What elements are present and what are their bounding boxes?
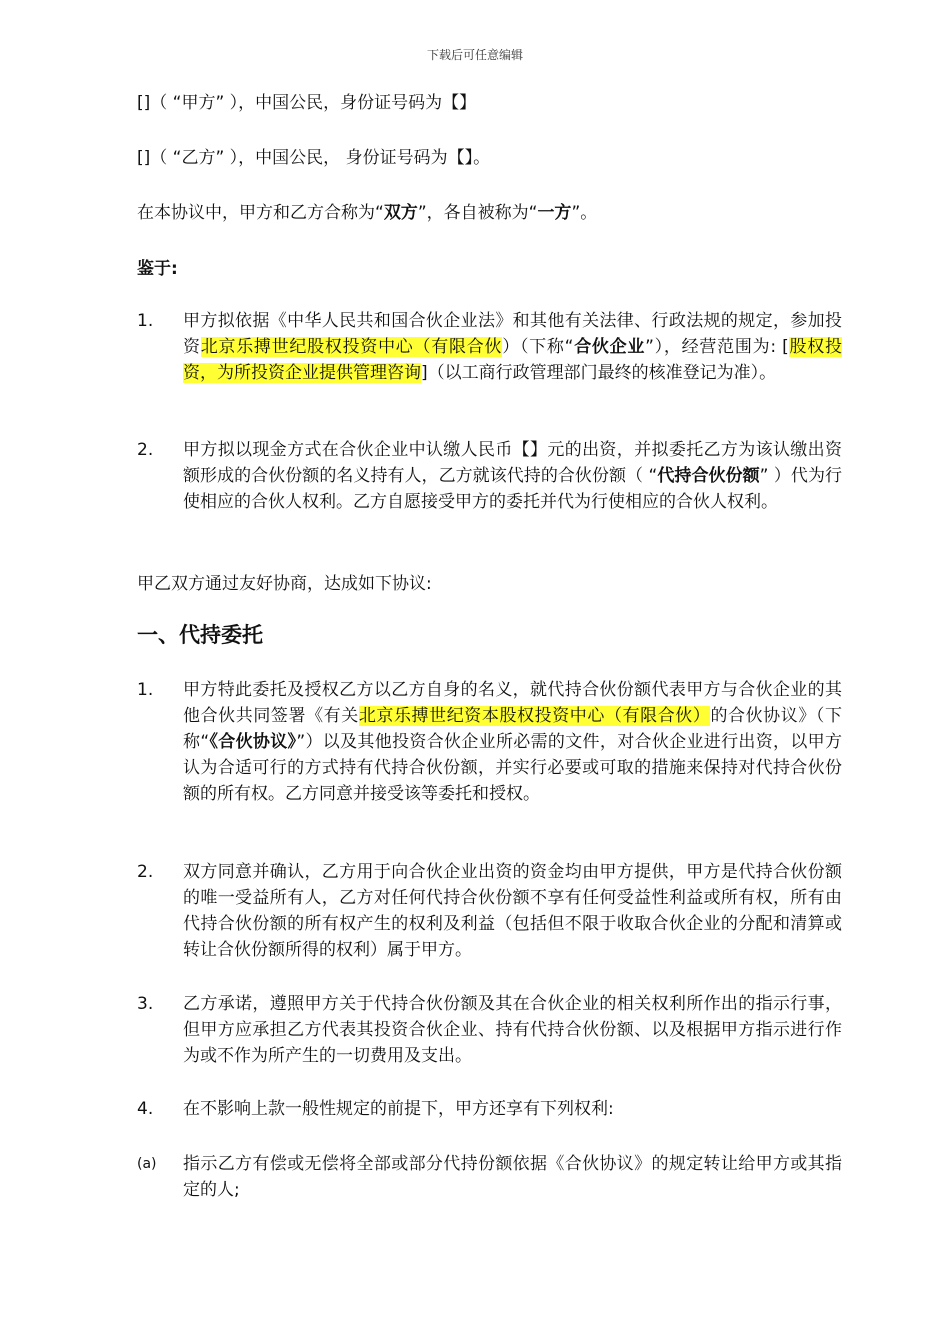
clause-2-text: 双方同意并确认，乙方用于向合伙企业出资的资金均由甲方提供，甲方是代持合伙份额的唯一受益所有人，乙方对任何代持合伙份额不享有任何受益性利益或所有权，所有由代持合伙份额的所有权产生的权利及利益（包括但不限于收取合伙企业的分配和清算或转让合伙份额所得的权利）属于甲方。 [183, 862, 842, 960]
clause-3 [137, 991, 842, 1069]
recital-2 [137, 437, 842, 515]
clause-1-bold-term: 《合伙协议》 [209, 732, 297, 752]
recital-1-number: 1. [137, 311, 154, 331]
recital-1-text [183, 308, 842, 386]
agreement-intro: 甲乙双方通过友好协商，达成如下协议: [137, 574, 432, 594]
clause-1-number: 1. [137, 680, 154, 700]
recital-2-text-b: ” ）代为行使相应的合伙人权利。乙方自愿接受甲方的委托并代为行使相应的合伙人权利。 [183, 466, 842, 512]
recital-2-number: 2. [137, 440, 154, 460]
defs-one: 一方 [537, 203, 572, 223]
clause-4a-text: 指示乙方有偿或无偿将全部或部分代持份额依据《合伙协议》的规定转让给甲方或其指定的人; [183, 1154, 842, 1200]
clause-3-number: 3. [137, 994, 154, 1014]
definitions-paragraph [137, 200, 842, 226]
clause-3-text: 乙方承诺，遵照甲方关于代持合伙份额及其在合伙企业的相关权利所作出的指示行事，但甲方应承担乙方代表其投资合伙企业、持有代持合伙份额、以及根据甲方指示进行作为或不作为所产生的一切费用及支出。 [183, 994, 842, 1066]
party-a-line: []（ “甲方” ），中国公民，身份证号码为【】 [137, 93, 477, 113]
clause-4-number: 4. [137, 1099, 154, 1119]
clause-2-number: 2. [137, 862, 154, 882]
clause-4-text: 在不影响上款一般性规定的前提下，甲方还享有下列权利: [183, 1099, 614, 1119]
recital-1-highlight-scope: 股权投资，为所投资企业提供管理咨询 [183, 337, 843, 383]
clause-1-highlight-fund: 北京乐搏世纪资本股权投资中心（有限合伙） [358, 706, 711, 726]
party-b-line: []（ “乙方” ），中国公民， 身份证号码为【】。 [137, 148, 491, 168]
recital-2-text-a: 甲方拟以现金方式在合伙企业中认缴人民币【】元的出资，并拟委托乙方为该认缴出资额形成的合伙份额的名义持有人，乙方就该代持的合伙份额（ “ [183, 440, 842, 486]
clause-4a-number: (a) [137, 1156, 157, 1172]
clause-1-text-c: ”）以及其他投资合伙企业所必需的文件，对合伙企业进行出资，以甲方认为合适可行的方式持有代持合伙份额，并实行必要或可取的措施来保持对代持合伙份额的所有权。乙方同意并接受该等委托和授权。 [183, 732, 843, 804]
recital-1-text-d: ]（以工商行政管理部门最终的核准登记为准）。 [421, 363, 777, 383]
recital-1-bold-term: 合伙企业 [573, 337, 646, 357]
clause-4a [137, 1151, 842, 1203]
clause-1-text-a: 甲方特此委托及授权乙方以乙方自身的名义，就代持合伙份额代表甲方与合伙企业的其他合伙共同签署《有关 [183, 680, 842, 726]
clause-1-text [183, 677, 842, 807]
clause-2 [137, 859, 842, 963]
defs-post: ”。 [571, 203, 598, 223]
recital-1 [137, 308, 842, 386]
defs-pre: 在本协议中，甲方和乙方合称为“ [137, 203, 384, 223]
clause-1 [137, 677, 842, 807]
recital-2-bold-term: 代持合伙份额 [657, 466, 760, 486]
recital-2-text [183, 437, 842, 515]
recital-1-highlight-fund: 北京乐搏世纪股权投资中心（有限合伙 [200, 337, 503, 357]
defs-mid: ”，各自被称为“ [417, 203, 538, 223]
defs-both: 双方 [383, 203, 418, 223]
recital-1-text-c: ”），经营范围为: [ [645, 337, 789, 357]
page-header: 下载后可任意编辑 [426, 48, 523, 62]
whereas-heading: 鉴于: [137, 259, 178, 279]
clause-4 [137, 1096, 842, 1122]
recital-1-text-b: ）（下称“ [502, 337, 574, 357]
clause-1-text-b: 的合伙协议》（下称“ [183, 706, 843, 752]
recital-1-text-a: 甲方拟依据《中华人民共和国合伙企业法》和其他有关法律、行政法规的规定，参加投资 [183, 311, 842, 357]
section-1-title: 一、代持委托 [137, 623, 263, 647]
